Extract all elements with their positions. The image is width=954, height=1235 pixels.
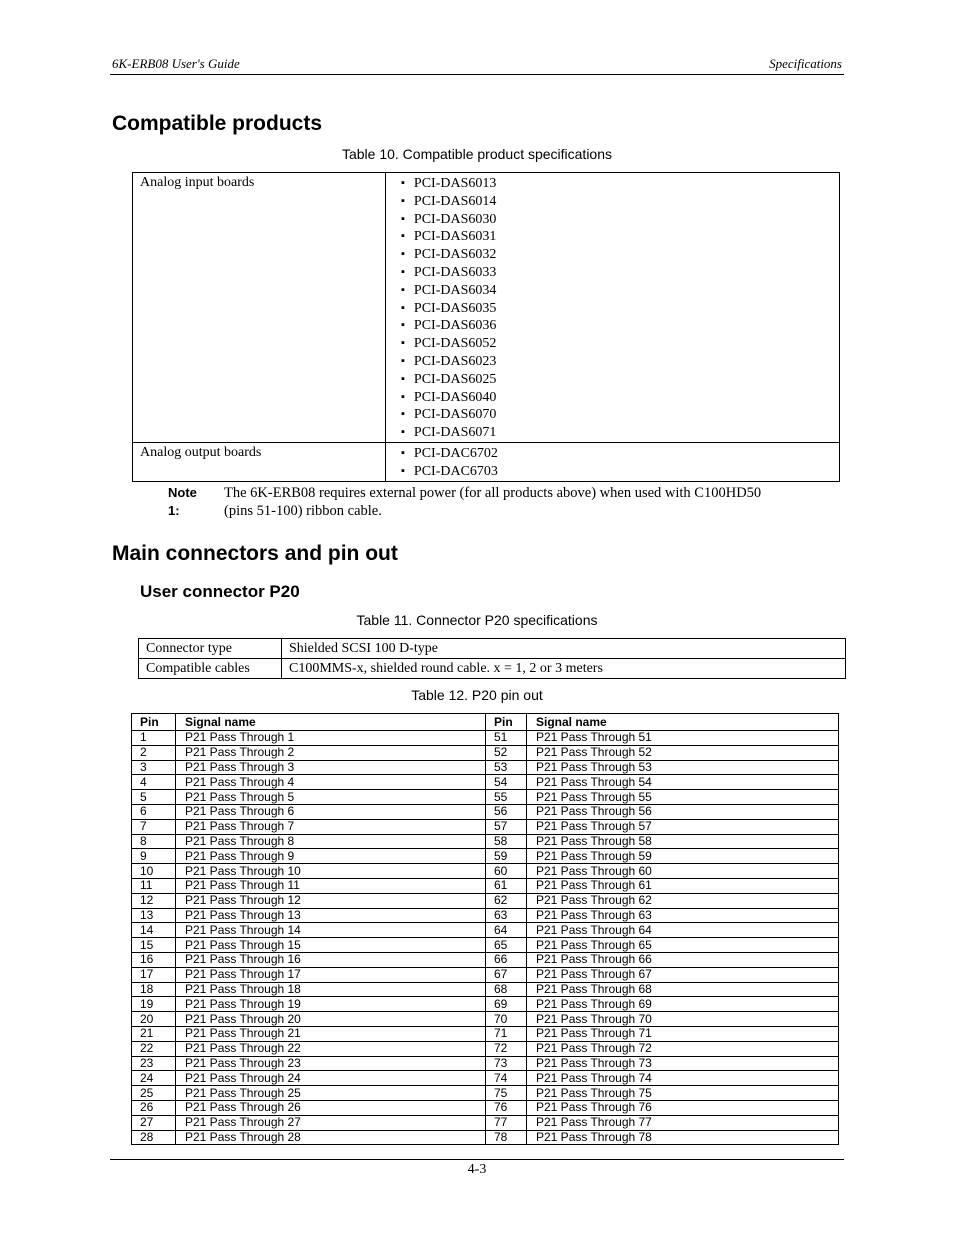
pin-number: 12 — [132, 893, 176, 908]
pin-number: 61 — [486, 878, 527, 893]
signal-name: P21 Pass Through 77 — [527, 1115, 839, 1130]
spec-label: Connector type — [139, 639, 282, 659]
board-list — [393, 445, 832, 481]
signal-name: P21 Pass Through 64 — [527, 923, 839, 938]
board-item: ▪ PCI-DAS6013 — [401, 175, 832, 193]
board-item: ▪ PCI-DAS6014 — [401, 193, 832, 211]
signal-name: P21 Pass Through 59 — [527, 849, 839, 864]
pin-number: 60 — [486, 864, 527, 879]
pin-number: 25 — [132, 1086, 176, 1101]
pin-number: 11 — [132, 878, 176, 893]
table-row — [132, 1056, 839, 1071]
pin-number: 72 — [486, 1041, 527, 1056]
board-item: ▪ PCI-DAS6040 — [401, 389, 832, 407]
table-row — [132, 819, 839, 834]
pin-number: 55 — [486, 790, 527, 805]
table-row — [132, 923, 839, 938]
spec-value: Shielded SCSI 100 D-type — [282, 639, 846, 659]
signal-name: P21 Pass Through 56 — [527, 804, 839, 819]
signal-name: P21 Pass Through 61 — [527, 878, 839, 893]
note-line-1: The 6K-ERB08 requires external power (for all products above) when used with C100HD50 — [224, 485, 762, 501]
signal-name: P21 Pass Through 25 — [176, 1086, 486, 1101]
signal-name: P21 Pass Through 14 — [176, 923, 486, 938]
compatible-products-heading: Compatible products — [112, 112, 323, 135]
signal-name: P21 Pass Through 73 — [527, 1056, 839, 1071]
pin-number: 57 — [486, 819, 527, 834]
pin-number: 17 — [132, 967, 176, 982]
board-item: ▪ PCI-DAC6703 — [401, 463, 832, 481]
table-row — [132, 997, 839, 1012]
table-row — [132, 878, 839, 893]
signal-name: P21 Pass Through 5 — [176, 790, 486, 805]
table12-caption: Table 12. P20 pin out — [411, 687, 543, 703]
pin-number: 16 — [132, 952, 176, 967]
pin-header: Pin — [486, 714, 527, 731]
pin-out-table — [131, 713, 839, 1145]
pin-number: 2 — [132, 745, 176, 760]
signal-name: P21 Pass Through 52 — [527, 745, 839, 760]
signal-name: P21 Pass Through 54 — [527, 775, 839, 790]
pin-number: 74 — [486, 1071, 527, 1086]
pin-number: 13 — [132, 908, 176, 923]
pin-number: 59 — [486, 849, 527, 864]
pin-number: 27 — [132, 1115, 176, 1130]
page-number: 4-3 — [467, 1162, 487, 1177]
table-row — [132, 908, 839, 923]
note-text — [224, 484, 824, 520]
signal-name: P21 Pass Through 26 — [176, 1100, 486, 1115]
signal-name: P21 Pass Through 53 — [527, 760, 839, 775]
pin-number: 26 — [132, 1100, 176, 1115]
pin-number: 75 — [486, 1086, 527, 1101]
signal-name: P21 Pass Through 67 — [527, 967, 839, 982]
signal-name: P21 Pass Through 2 — [176, 745, 486, 760]
signal-name: P21 Pass Through 23 — [176, 1056, 486, 1071]
note-line-2: (pins 51-100) ribbon cable. — [224, 503, 382, 519]
signal-name: P21 Pass Through 27 — [176, 1115, 486, 1130]
signal-name: P21 Pass Through 62 — [527, 893, 839, 908]
table-row — [132, 1026, 839, 1041]
spec-row — [139, 639, 846, 659]
table-row — [132, 804, 839, 819]
signal-name: P21 Pass Through 21 — [176, 1026, 486, 1041]
spec-value: C100MMS-x, shielded round cable. x = 1, 2 or 3 meters — [282, 659, 846, 679]
signal-name: P21 Pass Through 6 — [176, 804, 486, 819]
signal-name: P21 Pass Through 51 — [527, 731, 839, 746]
table-row — [132, 760, 839, 775]
pin-number: 71 — [486, 1026, 527, 1041]
signal-name: P21 Pass Through 66 — [527, 952, 839, 967]
spec-label: Compatible cables — [139, 659, 282, 679]
table-row — [132, 1115, 839, 1130]
board-category: Analog input boards — [133, 173, 386, 443]
pin-number: 14 — [132, 923, 176, 938]
signal-name: P21 Pass Through 17 — [176, 967, 486, 982]
board-item: ▪ PCI-DAS6023 — [401, 353, 832, 371]
board-list-cell — [386, 442, 840, 481]
pin-number: 56 — [486, 804, 527, 819]
signal-name: P21 Pass Through 55 — [527, 790, 839, 805]
board-item: ▪ PCI-DAS6071 — [401, 424, 832, 442]
pin-number: 66 — [486, 952, 527, 967]
board-item: ▪ PCI-DAS6030 — [401, 211, 832, 229]
pin-number: 68 — [486, 982, 527, 997]
pin-number: 24 — [132, 1071, 176, 1086]
pin-number: 9 — [132, 849, 176, 864]
table-row — [132, 938, 839, 953]
compatible-row — [133, 173, 840, 443]
pin-number: 22 — [132, 1041, 176, 1056]
table-row — [132, 834, 839, 849]
table11-caption: Table 11. Connector P20 specifications — [356, 612, 598, 628]
compatible-products-table — [132, 172, 840, 482]
table-row — [132, 1012, 839, 1027]
footer-rule — [110, 1159, 844, 1160]
table-row — [132, 731, 839, 746]
user-connector-heading: User connector P20 — [140, 582, 300, 601]
pin-number: 69 — [486, 997, 527, 1012]
board-list — [393, 175, 832, 442]
signal-name: P21 Pass Through 3 — [176, 760, 486, 775]
pin-number: 4 — [132, 775, 176, 790]
signal-name: P21 Pass Through 20 — [176, 1012, 486, 1027]
table-row — [132, 775, 839, 790]
header-rule — [110, 74, 844, 75]
signal-name: P21 Pass Through 1 — [176, 731, 486, 746]
compatible-row — [133, 442, 840, 481]
signal-name: P21 Pass Through 8 — [176, 834, 486, 849]
table-row — [132, 1041, 839, 1056]
pin-number: 1 — [132, 731, 176, 746]
pin-number: 63 — [486, 908, 527, 923]
pin-number: 18 — [132, 982, 176, 997]
table-row — [132, 982, 839, 997]
board-item: ▪ PCI-DAS6070 — [401, 406, 832, 424]
connector-spec-table — [138, 638, 846, 679]
signal-name: P21 Pass Through 10 — [176, 864, 486, 879]
pin-number: 20 — [132, 1012, 176, 1027]
pin-number: 53 — [486, 760, 527, 775]
pin-number: 6 — [132, 804, 176, 819]
note-label: Note 1: — [168, 485, 197, 518]
pin-table-header — [132, 714, 839, 731]
board-item: ▪ PCI-DAS6033 — [401, 264, 832, 282]
signal-name: P21 Pass Through 57 — [527, 819, 839, 834]
board-item: ▪ PCI-DAS6034 — [401, 282, 832, 300]
pin-number: 23 — [132, 1056, 176, 1071]
table-row — [132, 1100, 839, 1115]
board-item: ▪ PCI-DAS6036 — [401, 317, 832, 335]
signal-name: P21 Pass Through 76 — [527, 1100, 839, 1115]
signal-name: P21 Pass Through 75 — [527, 1086, 839, 1101]
signal-name: P21 Pass Through 22 — [176, 1041, 486, 1056]
table-row — [132, 1130, 839, 1145]
running-header-section: Specifications — [769, 56, 842, 71]
signal-name: P21 Pass Through 28 — [176, 1130, 486, 1145]
board-item: ▪ PCI-DAS6025 — [401, 371, 832, 389]
signal-name: P21 Pass Through 12 — [176, 893, 486, 908]
table-row — [132, 1071, 839, 1086]
pin-number: 67 — [486, 967, 527, 982]
signal-name: P21 Pass Through 58 — [527, 834, 839, 849]
board-item: ▪ PCI-DAS6032 — [401, 246, 832, 264]
signal-name: P21 Pass Through 60 — [527, 864, 839, 879]
board-item: ▪ PCI-DAS6031 — [401, 228, 832, 246]
pin-number: 73 — [486, 1056, 527, 1071]
pin-number: 78 — [486, 1130, 527, 1145]
pin-number: 51 — [486, 731, 527, 746]
signal-name: P21 Pass Through 69 — [527, 997, 839, 1012]
pin-number: 8 — [132, 834, 176, 849]
pin-number: 15 — [132, 938, 176, 953]
signal-name: P21 Pass Through 11 — [176, 878, 486, 893]
pin-number: 70 — [486, 1012, 527, 1027]
signal-name: P21 Pass Through 72 — [527, 1041, 839, 1056]
signal-name: P21 Pass Through 19 — [176, 997, 486, 1012]
signal-name: P21 Pass Through 7 — [176, 819, 486, 834]
pin-number: 54 — [486, 775, 527, 790]
pin-number: 10 — [132, 864, 176, 879]
table-row — [132, 952, 839, 967]
board-item: ▪ PCI-DAC6702 — [401, 445, 832, 463]
table-row — [132, 745, 839, 760]
pin-number: 58 — [486, 834, 527, 849]
pin-number: 76 — [486, 1100, 527, 1115]
signal-name: P21 Pass Through 16 — [176, 952, 486, 967]
pin-number: 77 — [486, 1115, 527, 1130]
table10-caption: Table 10. Compatible product specifications — [341, 146, 613, 162]
pin-number: 62 — [486, 893, 527, 908]
table-row — [132, 967, 839, 982]
signal-name: P21 Pass Through 13 — [176, 908, 486, 923]
pin-number: 52 — [486, 745, 527, 760]
pin-number: 21 — [132, 1026, 176, 1041]
signal-name: P21 Pass Through 71 — [527, 1026, 839, 1041]
signal-name: P21 Pass Through 9 — [176, 849, 486, 864]
table-row — [132, 849, 839, 864]
pin-number: 7 — [132, 819, 176, 834]
pin-number: 64 — [486, 923, 527, 938]
signal-name: P21 Pass Through 74 — [527, 1071, 839, 1086]
signal-name: P21 Pass Through 4 — [176, 775, 486, 790]
signal-name: P21 Pass Through 63 — [527, 908, 839, 923]
pin-number: 28 — [132, 1130, 176, 1145]
pin-number: 65 — [486, 938, 527, 953]
board-item: ▪ PCI-DAS6052 — [401, 335, 832, 353]
table-row — [132, 1086, 839, 1101]
signal-name: P21 Pass Through 65 — [527, 938, 839, 953]
board-list-cell — [386, 173, 840, 443]
pin-header: Pin — [132, 714, 176, 731]
table-row — [132, 893, 839, 908]
main-connectors-heading: Main connectors and pin out — [112, 542, 398, 565]
table-row — [132, 864, 839, 879]
board-item: ▪ PCI-DAS6035 — [401, 300, 832, 318]
pin-number: 19 — [132, 997, 176, 1012]
signal-header: Signal name — [527, 714, 839, 731]
signal-name: P21 Pass Through 18 — [176, 982, 486, 997]
table-row — [132, 790, 839, 805]
signal-name: P21 Pass Through 70 — [527, 1012, 839, 1027]
signal-header: Signal name — [176, 714, 486, 731]
running-header-title: 6K-ERB08 User's Guide — [112, 56, 240, 71]
pin-number: 5 — [132, 790, 176, 805]
board-category: Analog output boards — [133, 442, 386, 481]
spec-row — [139, 659, 846, 679]
pin-number: 3 — [132, 760, 176, 775]
signal-name: P21 Pass Through 24 — [176, 1071, 486, 1086]
signal-name: P21 Pass Through 15 — [176, 938, 486, 953]
signal-name: P21 Pass Through 78 — [527, 1130, 839, 1145]
signal-name: P21 Pass Through 68 — [527, 982, 839, 997]
